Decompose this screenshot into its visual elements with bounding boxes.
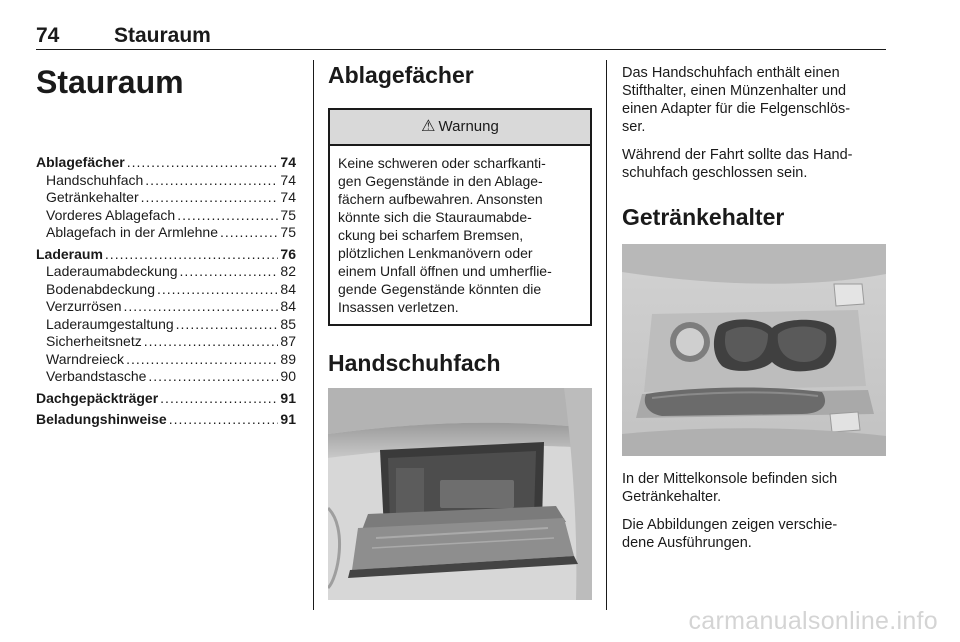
toc-entry-page: 75 bbox=[280, 206, 296, 223]
toc-entry-page: 91 bbox=[280, 411, 296, 427]
toc-leader-dots bbox=[123, 298, 278, 316]
running-header bbox=[36, 24, 886, 50]
toc-entry-page: 75 bbox=[280, 224, 296, 240]
toc-entry[interactable] bbox=[36, 281, 296, 299]
toc-entry-label: Beladungshinweise bbox=[36, 411, 167, 427]
toc-entry-label: Warndreieck bbox=[46, 350, 125, 367]
toc-entry[interactable] bbox=[36, 207, 296, 225]
toc-leader-dots bbox=[144, 333, 279, 351]
toc-entry[interactable] bbox=[36, 316, 296, 334]
toc-entry-label: Ablagefach in der Armlehne bbox=[46, 224, 218, 240]
toc-entry-label: Verbandstasche bbox=[46, 368, 147, 384]
toc-leader-dots bbox=[176, 316, 279, 334]
page-number: 74 bbox=[36, 24, 60, 47]
column-divider bbox=[606, 60, 607, 610]
toc-entry[interactable] bbox=[36, 351, 296, 369]
toc-entry-page: 82 bbox=[280, 263, 296, 279]
toc-entry-label: Laderaum bbox=[36, 245, 103, 262]
section-heading-handschuhfach: Handschuhfach bbox=[328, 350, 501, 376]
toc-leader-dots bbox=[160, 390, 278, 408]
column-storage bbox=[328, 60, 592, 600]
chapter-title: Stauraum bbox=[36, 64, 184, 100]
toc-entry-label: Dachgepäckträger bbox=[36, 389, 159, 406]
paragraph-glovebox-closed: Während der Fahrt sollte das Hand- schuhfach geschlossen sein. bbox=[622, 147, 853, 181]
toc-leader-dots bbox=[145, 172, 278, 190]
toc-leader-dots bbox=[169, 411, 279, 429]
warning-box bbox=[328, 108, 592, 326]
toc-entry-label: Ablagefächer bbox=[36, 154, 125, 170]
toc-entry-page: 87 bbox=[280, 333, 296, 349]
warning-header bbox=[330, 110, 590, 146]
column-cupholder bbox=[622, 60, 886, 562]
toc-entry-page: 74 bbox=[280, 171, 296, 188]
section-heading-ablagefaecher: Ablagefächer bbox=[328, 62, 474, 88]
toc-entry[interactable] bbox=[36, 368, 296, 386]
warning-triangle-icon: ⚠ bbox=[421, 118, 436, 135]
toc-entry-page: 84 bbox=[280, 280, 296, 297]
toc-entry[interactable] bbox=[36, 246, 296, 264]
toc-entry-page: 84 bbox=[280, 298, 296, 314]
toc-entry-label: Handschuhfach bbox=[46, 171, 144, 188]
toc-entry-label: Sicherheitsnetz bbox=[46, 333, 142, 349]
toc-entry-page: 74 bbox=[280, 189, 296, 205]
toc-entry[interactable] bbox=[36, 224, 296, 242]
glovebox-illustration bbox=[328, 388, 592, 600]
toc-entry-label: Verzurrösen bbox=[46, 298, 122, 314]
toc-entry[interactable] bbox=[36, 390, 296, 408]
toc-leader-dots bbox=[141, 189, 279, 207]
column-toc bbox=[36, 60, 296, 429]
toc-entry-page: 85 bbox=[280, 315, 296, 332]
toc-entry-label: Getränkehalter bbox=[46, 189, 139, 205]
toc-leader-dots bbox=[177, 207, 278, 225]
toc-entry-page: 74 bbox=[280, 154, 296, 170]
toc-leader-dots bbox=[157, 281, 278, 299]
toc-entry-label: Laderaumabdeckung bbox=[46, 263, 178, 279]
toc-entry[interactable] bbox=[36, 172, 296, 190]
table-of-contents bbox=[36, 154, 296, 429]
toc-entry[interactable] bbox=[36, 411, 296, 429]
warning-title: Warnung bbox=[438, 118, 499, 135]
toc-entry-label: Bodenabdeckung bbox=[46, 280, 155, 297]
cupholder-illustration bbox=[622, 244, 886, 456]
warning-text: Keine schweren oder scharfkanti- gen Gegenstände in den Ablage- fächern aufbewahren. Ansonsten könnte sich die Stauraumabde- ckung bei scharfem Bremsen, plötzlichen Lenkmanövern oder einem Unfall öffnen und umherflie- gende Gegenstände könnten die Insassen verletzen. bbox=[338, 155, 552, 315]
toc-leader-dots bbox=[220, 224, 278, 242]
toc-leader-dots bbox=[180, 263, 279, 281]
toc-entry[interactable] bbox=[36, 154, 296, 172]
toc-entry[interactable] bbox=[36, 189, 296, 207]
section-heading-getraenkehalter: Getränkehalter bbox=[622, 204, 785, 230]
watermark: carmanualsonline.info bbox=[688, 607, 938, 635]
toc-leader-dots bbox=[126, 351, 278, 369]
toc-leader-dots bbox=[105, 246, 279, 264]
toc-entry-page: 76 bbox=[280, 245, 296, 262]
paragraph-illustration-note: Die Abbildungen zeigen verschie- dene Ausführungen. bbox=[622, 517, 838, 551]
toc-entry-label: Laderaumgestaltung bbox=[46, 315, 174, 332]
toc-entry-page: 89 bbox=[280, 350, 296, 367]
column-divider bbox=[313, 60, 314, 610]
paragraph-cupholder-location: In der Mittelkonsole befinden sich Getränkehalter. bbox=[622, 471, 838, 505]
toc-entry-label: Vorderes Ablagefach bbox=[46, 206, 176, 223]
toc-leader-dots bbox=[148, 368, 278, 386]
header-title: Stauraum bbox=[114, 24, 211, 47]
paragraph-glovebox-contents: Das Handschuhfach enthält einen Stifthalter, einen Münzenhalter und einen Adapter für die Felgenschlös- ser. bbox=[622, 65, 851, 135]
toc-entry[interactable] bbox=[36, 263, 296, 281]
toc-entry-page: 90 bbox=[280, 368, 296, 384]
toc-entry-page: 91 bbox=[280, 389, 296, 406]
toc-leader-dots bbox=[127, 154, 279, 172]
toc-entry[interactable] bbox=[36, 298, 296, 316]
toc-entry[interactable] bbox=[36, 333, 296, 351]
